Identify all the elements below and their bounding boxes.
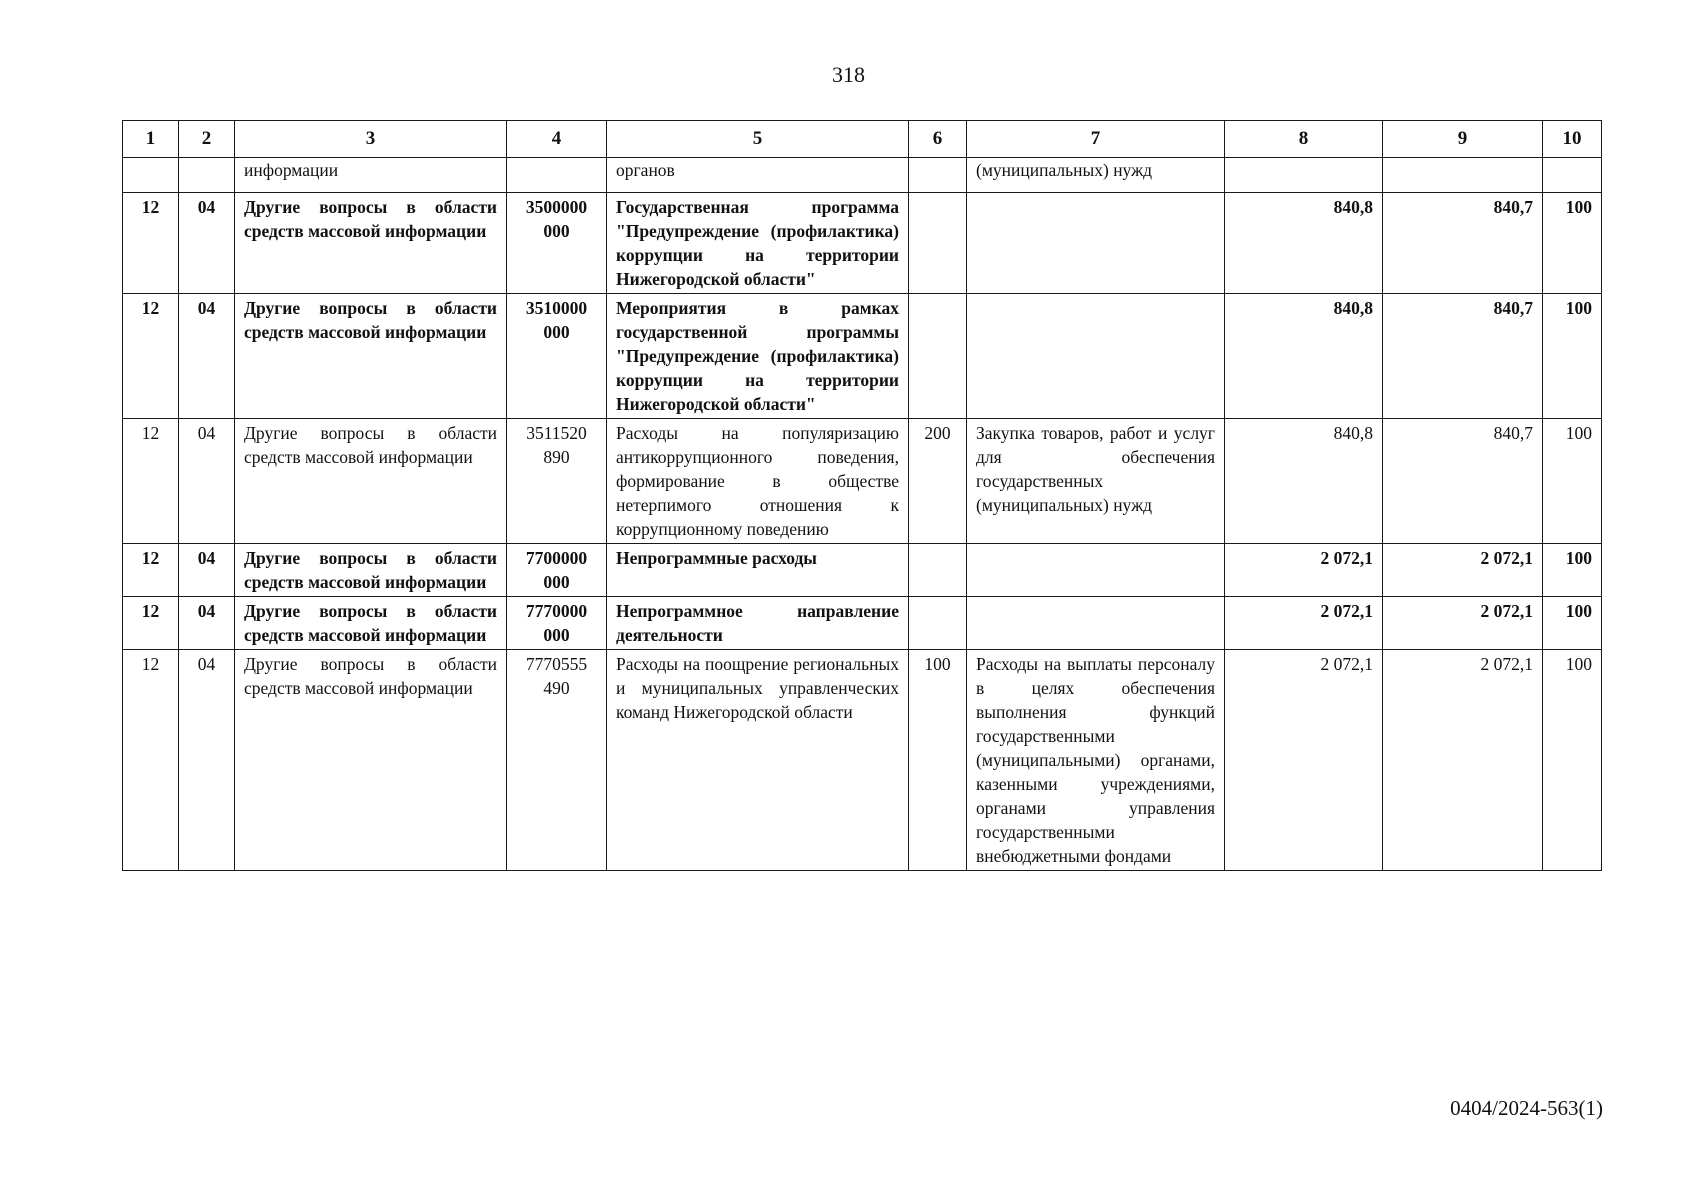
- target-article-code: 7700000 000: [507, 544, 607, 597]
- planned-amount: 840,8: [1225, 419, 1383, 544]
- column-header: 6: [909, 121, 967, 158]
- table-row: [123, 419, 1602, 544]
- table-row: [123, 597, 1602, 650]
- subsection-code: 04: [179, 650, 235, 871]
- target-article-name: Расходы на популяризацию антикоррупционного поведения, формирование в обществе нетерпимого отношения к коррупционному поведению: [607, 419, 909, 544]
- expense-type-code: 200: [909, 419, 967, 544]
- subsection-code: 04: [179, 597, 235, 650]
- executed-amount: 840,7: [1383, 419, 1543, 544]
- subsection-name: Другие вопросы в области средств массовой информации: [235, 597, 507, 650]
- subsection-name: Другие вопросы в области средств массовой информации: [235, 294, 507, 419]
- continuation-text: органов: [607, 158, 909, 193]
- budget-table: [122, 120, 1602, 871]
- section-code: 12: [123, 419, 179, 544]
- column-header: 7: [967, 121, 1225, 158]
- target-article-code: 7770555 490: [507, 650, 607, 871]
- table-row: [123, 294, 1602, 419]
- table-row: [123, 544, 1602, 597]
- table-row: [123, 650, 1602, 871]
- subsection-code: 04: [179, 193, 235, 294]
- expense-type-name: Закупка товаров, работ и услуг для обеспечения государственных (муниципальных) нужд: [967, 419, 1225, 544]
- planned-amount: 840,8: [1225, 193, 1383, 294]
- expense-type-name: [967, 193, 1225, 294]
- expense-type-code: [909, 597, 967, 650]
- target-article-name: Непрограммное направление деятельности: [607, 597, 909, 650]
- execution-percent: 100: [1543, 597, 1602, 650]
- executed-amount: 2 072,1: [1383, 544, 1543, 597]
- section-code: 12: [123, 193, 179, 294]
- column-header: 8: [1225, 121, 1383, 158]
- planned-amount: 840,8: [1225, 294, 1383, 419]
- target-article-name: Непрограммные расходы: [607, 544, 909, 597]
- execution-percent: 100: [1543, 193, 1602, 294]
- executed-amount: 840,7: [1383, 294, 1543, 419]
- header-row: [123, 121, 1602, 158]
- expense-type-name: Расходы на выплаты персоналу в целях обеспечения выполнения функций государственными (муниципальными) органами, казенными учреждениями, органами управления государственными внебюджетными фондами: [967, 650, 1225, 871]
- expense-type-name: [967, 294, 1225, 419]
- target-article-name: Расходы на поощрение региональных и муниципальных управленческих команд Нижегородской области: [607, 650, 909, 871]
- table-row: [123, 193, 1602, 294]
- section-code: 12: [123, 544, 179, 597]
- section-code: 12: [123, 650, 179, 871]
- expense-type-code: 100: [909, 650, 967, 871]
- planned-amount: 2 072,1: [1225, 650, 1383, 871]
- expense-type-name: [967, 597, 1225, 650]
- subsection-code: 04: [179, 419, 235, 544]
- document-code: 0404/2024-563(1): [1450, 1096, 1603, 1120]
- page-number: 318: [832, 62, 865, 87]
- subsection-code: 04: [179, 544, 235, 597]
- expense-type-code: [909, 294, 967, 419]
- expense-type-code: [909, 193, 967, 294]
- column-header: 4: [507, 121, 607, 158]
- execution-percent: 100: [1543, 419, 1602, 544]
- execution-percent: 100: [1543, 544, 1602, 597]
- column-header: 1: [123, 121, 179, 158]
- target-article-name: Государственная программа "Предупреждение (профилактика) коррупции на территории Нижегородской области": [607, 193, 909, 294]
- planned-amount: 2 072,1: [1225, 597, 1383, 650]
- column-header: 9: [1383, 121, 1543, 158]
- column-header: 3: [235, 121, 507, 158]
- section-code: 12: [123, 597, 179, 650]
- execution-percent: 100: [1543, 294, 1602, 419]
- subsection-name: Другие вопросы в области средств массовой информации: [235, 544, 507, 597]
- subsection-name: Другие вопросы в области средств массовой информации: [235, 193, 507, 294]
- column-header: 5: [607, 121, 909, 158]
- continuation-row: [123, 158, 1602, 193]
- executed-amount: 2 072,1: [1383, 650, 1543, 871]
- section-code: 12: [123, 294, 179, 419]
- subsection-code: 04: [179, 294, 235, 419]
- subsection-name: Другие вопросы в области средств массовой информации: [235, 419, 507, 544]
- executed-amount: 840,7: [1383, 193, 1543, 294]
- continuation-text: (муниципальных) нужд: [967, 158, 1225, 193]
- target-article-name: Мероприятия в рамках государственной программы "Предупреждение (профилактика) коррупции на территории Нижегородской области": [607, 294, 909, 419]
- expense-type-name: [967, 544, 1225, 597]
- continuation-text: информации: [235, 158, 507, 193]
- column-header: 10: [1543, 121, 1602, 158]
- target-article-code: 7770000 000: [507, 597, 607, 650]
- expense-type-code: [909, 544, 967, 597]
- execution-percent: 100: [1543, 650, 1602, 871]
- target-article-code: 3500000 000: [507, 193, 607, 294]
- executed-amount: 2 072,1: [1383, 597, 1543, 650]
- target-article-code: 3511520 890: [507, 419, 607, 544]
- subsection-name: Другие вопросы в области средств массовой информации: [235, 650, 507, 871]
- planned-amount: 2 072,1: [1225, 544, 1383, 597]
- column-header: 2: [179, 121, 235, 158]
- target-article-code: 3510000 000: [507, 294, 607, 419]
